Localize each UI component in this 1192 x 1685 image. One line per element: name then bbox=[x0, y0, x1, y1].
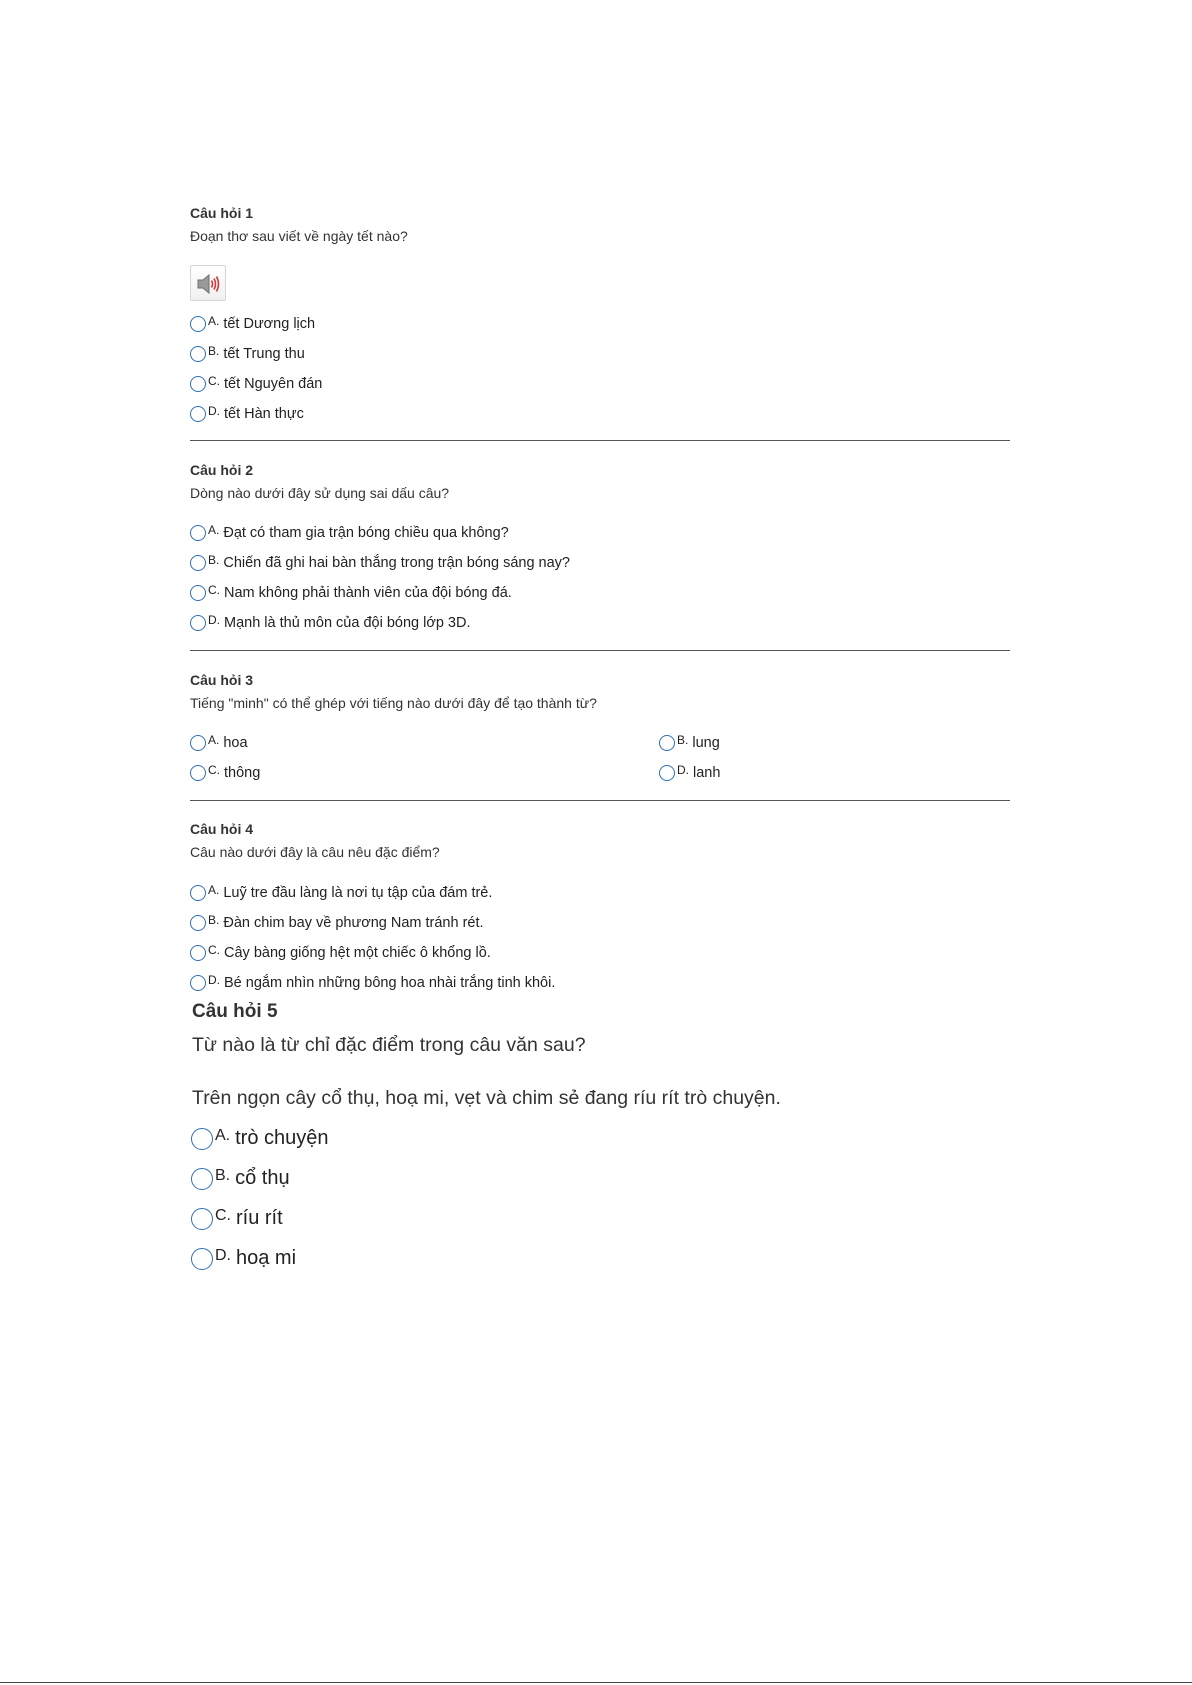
option-letter: A. bbox=[208, 733, 220, 747]
option-letter: B. bbox=[208, 553, 220, 567]
radio-button[interactable] bbox=[190, 316, 206, 332]
question-title: Câu hỏi 5 bbox=[192, 1001, 278, 1022]
option-text: Bé ngắm nhìn những bông hoa nhài trắng tinh khôi. bbox=[224, 975, 556, 991]
question-5 bbox=[192, 1000, 1012, 1110]
question-text: Đoạn thơ sau viết về ngày tết nào? bbox=[190, 228, 408, 244]
question-title: Câu hỏi 4 bbox=[190, 821, 254, 837]
option-letter: D. bbox=[215, 1246, 231, 1264]
option-q4-c[interactable] bbox=[190, 944, 491, 962]
option-text: tết Nguyên đán bbox=[224, 376, 323, 392]
option-text: cổ thụ bbox=[235, 1167, 290, 1189]
option-letter: D. bbox=[208, 973, 220, 987]
option-text: hoạ mi bbox=[236, 1247, 297, 1269]
option-text: tết Trung thu bbox=[223, 346, 305, 362]
option-q4-a[interactable] bbox=[190, 884, 492, 902]
radio-button[interactable] bbox=[190, 945, 206, 961]
option-letter: B. bbox=[677, 733, 689, 747]
option-q5-c[interactable] bbox=[191, 1207, 283, 1230]
option-text: hoa bbox=[223, 735, 248, 751]
option-letter: A. bbox=[208, 314, 220, 328]
radio-button[interactable] bbox=[190, 975, 206, 991]
radio-button[interactable] bbox=[659, 765, 675, 781]
radio-button[interactable] bbox=[190, 525, 206, 541]
radio-button[interactable] bbox=[190, 615, 206, 631]
question-divider bbox=[190, 650, 1010, 651]
option-letter: D. bbox=[208, 613, 220, 627]
option-q3-d[interactable] bbox=[659, 764, 720, 782]
option-q3-a[interactable] bbox=[190, 734, 248, 752]
question-divider bbox=[190, 440, 1010, 441]
radio-button[interactable] bbox=[190, 585, 206, 601]
radio-button[interactable] bbox=[190, 885, 206, 901]
audio-play-button[interactable] bbox=[190, 265, 226, 301]
speaker-icon bbox=[196, 272, 222, 296]
page-bottom-rule bbox=[0, 1682, 1192, 1683]
option-q4-d[interactable] bbox=[190, 974, 555, 992]
question-3 bbox=[190, 671, 1010, 712]
radio-button[interactable] bbox=[191, 1248, 213, 1270]
question-text: Từ nào là từ chỉ đặc điểm trong câu văn sau? bbox=[192, 1034, 586, 1056]
question-title: Câu hỏi 3 bbox=[190, 672, 254, 688]
radio-button[interactable] bbox=[191, 1128, 213, 1150]
radio-button[interactable] bbox=[659, 735, 675, 751]
option-letter: A. bbox=[208, 523, 220, 537]
option-text: ríu rít bbox=[236, 1207, 283, 1229]
option-text: lung bbox=[692, 735, 720, 751]
option-letter: B. bbox=[215, 1166, 231, 1184]
option-letter: B. bbox=[208, 344, 220, 358]
question-1 bbox=[190, 204, 1010, 245]
question-4 bbox=[190, 820, 1010, 861]
question-text: Câu nào dưới đây là câu nêu đặc điểm? bbox=[190, 844, 440, 860]
option-text: Cây bàng giống hệt một chiếc ô khổng lồ. bbox=[224, 945, 491, 961]
question-title: Câu hỏi 1 bbox=[190, 205, 254, 221]
option-q1-c[interactable] bbox=[190, 375, 322, 393]
option-q4-b[interactable] bbox=[190, 914, 484, 932]
option-text: Chiến đã ghi hai bàn thắng trong trận bóng sáng nay? bbox=[223, 555, 570, 571]
radio-button[interactable] bbox=[191, 1168, 213, 1190]
option-q3-b[interactable] bbox=[659, 734, 720, 752]
option-q2-b[interactable] bbox=[190, 554, 570, 572]
option-q2-d[interactable] bbox=[190, 614, 471, 632]
option-q2-a[interactable] bbox=[190, 524, 509, 542]
radio-button[interactable] bbox=[190, 555, 206, 571]
radio-button[interactable] bbox=[191, 1208, 213, 1230]
radio-button[interactable] bbox=[190, 915, 206, 931]
option-text: Đạt có tham gia trận bóng chiều qua không? bbox=[223, 525, 509, 541]
option-letter: B. bbox=[208, 913, 220, 927]
option-text: tết Hàn thực bbox=[224, 406, 304, 422]
question-text: Dòng nào dưới đây sử dụng sai dấu câu? bbox=[190, 485, 450, 501]
option-text: Đàn chim bay về phương Nam tránh rét. bbox=[223, 915, 484, 931]
option-letter: A. bbox=[215, 1126, 231, 1144]
option-q3-c[interactable] bbox=[190, 764, 260, 782]
option-q5-b[interactable] bbox=[191, 1167, 290, 1190]
option-letter: C. bbox=[208, 583, 220, 597]
option-q1-b[interactable] bbox=[190, 345, 305, 363]
question-2 bbox=[190, 461, 1010, 502]
option-letter: C. bbox=[215, 1206, 231, 1224]
option-q5-d[interactable] bbox=[191, 1247, 296, 1270]
question-title: Câu hỏi 2 bbox=[190, 462, 254, 478]
radio-button[interactable] bbox=[190, 406, 206, 422]
question-divider bbox=[190, 800, 1010, 801]
option-text: tết Dương lịch bbox=[223, 316, 316, 332]
option-text: lanh bbox=[693, 765, 721, 781]
radio-button[interactable] bbox=[190, 735, 206, 751]
option-q1-d[interactable] bbox=[190, 405, 304, 423]
option-letter: C. bbox=[208, 763, 220, 777]
option-text: trò chuyện bbox=[235, 1127, 329, 1149]
option-letter: C. bbox=[208, 374, 220, 388]
option-letter: A. bbox=[208, 883, 220, 897]
option-q5-a[interactable] bbox=[191, 1127, 329, 1150]
option-letter: D. bbox=[208, 404, 220, 418]
option-text: Luỹ tre đầu làng là nơi tụ tập của đám trẻ. bbox=[223, 885, 493, 901]
radio-button[interactable] bbox=[190, 765, 206, 781]
option-text: Nam không phải thành viên của đội bóng đá. bbox=[224, 585, 512, 601]
question-text: Tiếng "minh" có thể ghép với tiếng nào dưới đây để tạo thành từ? bbox=[190, 695, 597, 711]
option-letter: C. bbox=[208, 943, 220, 957]
radio-button[interactable] bbox=[190, 376, 206, 392]
question-passage: Trên ngọn cây cổ thụ, hoạ mi, vẹt và chim sẻ đang ríu rít trò chuyện. bbox=[192, 1087, 781, 1109]
option-q1-a[interactable] bbox=[190, 315, 315, 333]
option-text: Mạnh là thủ môn của đội bóng lớp 3D. bbox=[224, 615, 471, 631]
option-letter: D. bbox=[677, 763, 689, 777]
option-text: thông bbox=[224, 765, 261, 781]
radio-button[interactable] bbox=[190, 346, 206, 362]
option-q2-c[interactable] bbox=[190, 584, 512, 602]
